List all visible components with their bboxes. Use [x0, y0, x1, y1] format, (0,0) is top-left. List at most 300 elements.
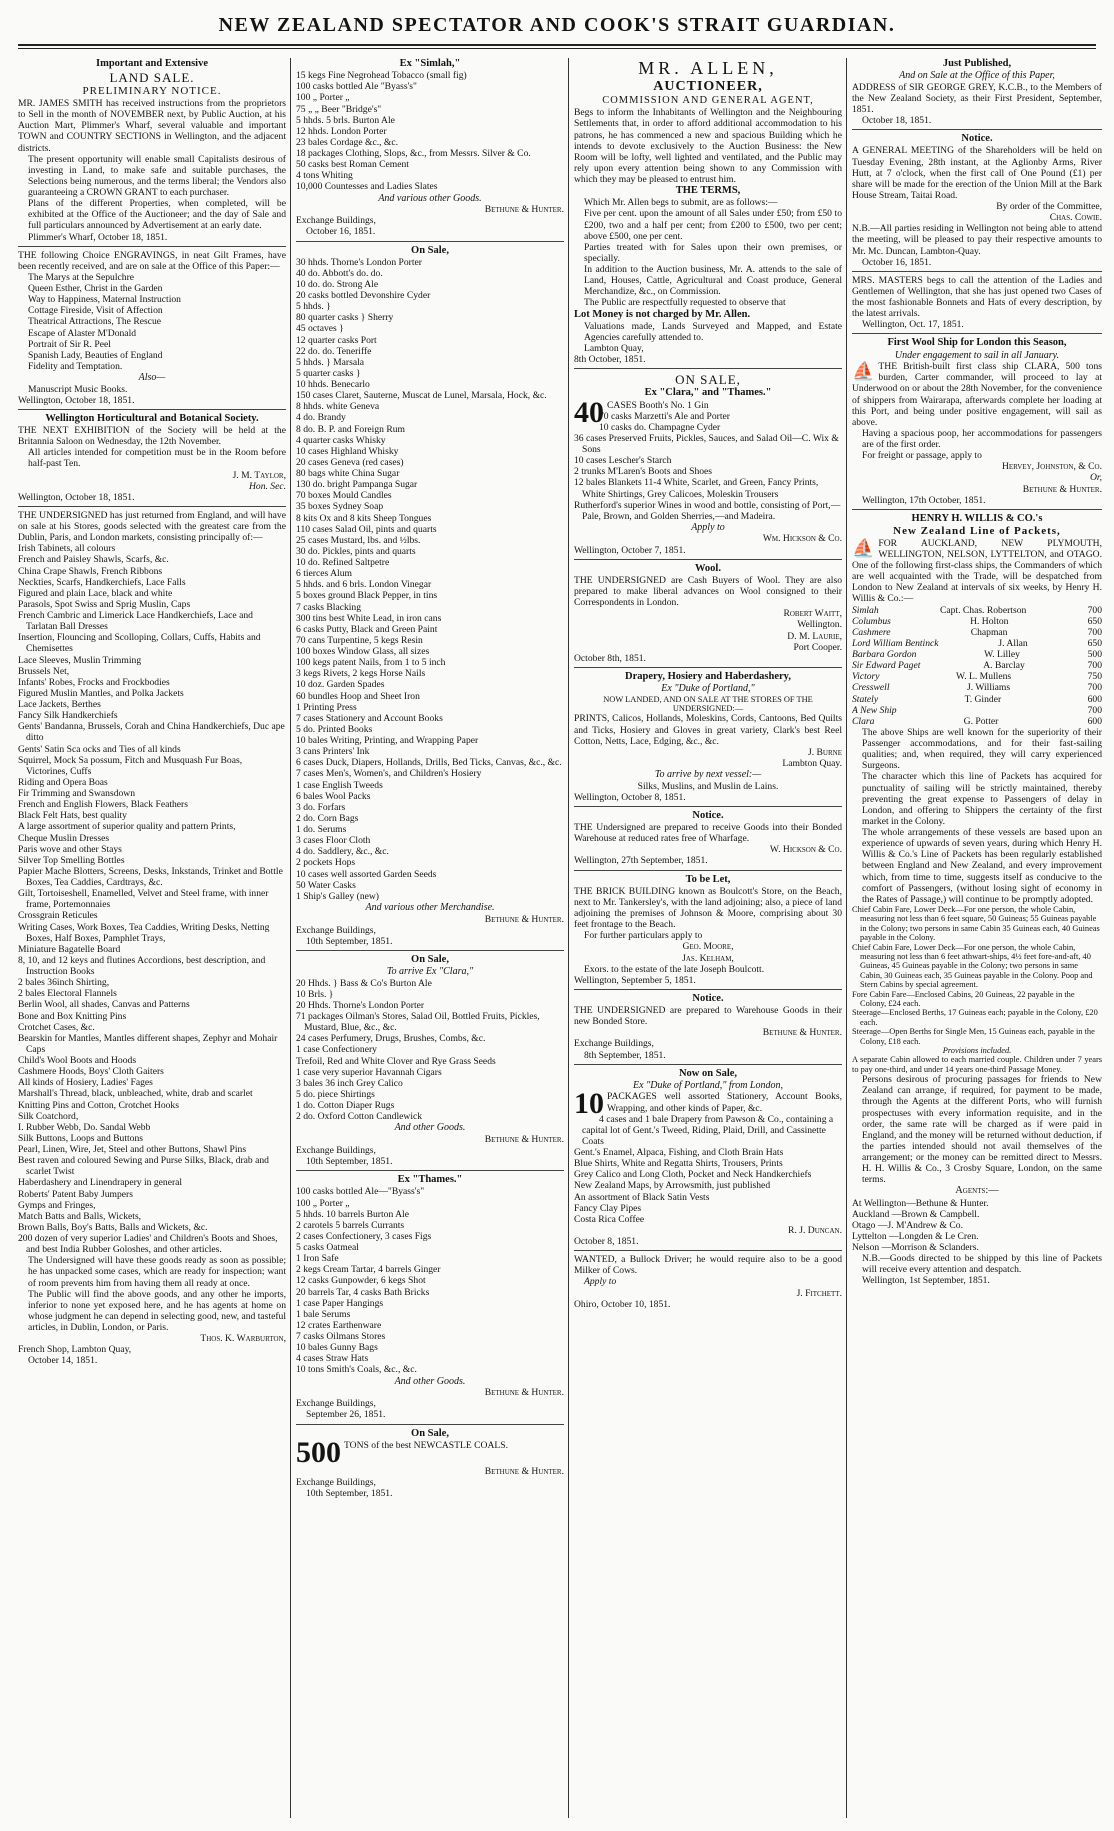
ship-tonnage: 700 — [1087, 704, 1102, 716]
ship-row — [852, 660, 1102, 671]
list-item: Brussels Net, — [18, 665, 70, 677]
ship-row — [852, 616, 1102, 627]
list-item: 4 do. Saddlery, &c., &c. — [296, 846, 389, 858]
coals-ad — [296, 1428, 564, 1503]
list-item: 5 casks Oatmeal — [296, 1242, 359, 1254]
ad-text: The character which this line of Packets has acquired for punctuality of sailing will be strictly maintained, thereby preventing the great expense to Passengers of delay in London, and offering to Shippers the certainty of the first market in the Colony. — [862, 771, 1102, 827]
ad-dateline: October 8th, 1851. — [574, 652, 646, 664]
ad-signature: Hon. Sec. — [248, 480, 286, 492]
list-item: 2 do. Oxford Cotton Candlewick — [296, 1111, 423, 1123]
list-item: Bone and Box Knitting Pins — [18, 1010, 127, 1022]
list-item: Infants' Robes, Frocks and Frockbodies — [18, 676, 170, 688]
list-item: Berlin Wool, all shades, Canvas and Patterns — [18, 999, 190, 1011]
list-item: 6 tierces Alum — [296, 568, 352, 580]
ad-heading: Ex "Clara," and "Thames." — [644, 387, 772, 399]
ship-tonnage: 600 — [1087, 715, 1102, 727]
ship-captain: Chapman — [970, 626, 1008, 638]
ad-text: Silks, Muslins, and Muslin de Lains. — [637, 780, 779, 792]
list-item: 7 cases Men's, Women's, and Children's Hosiery — [296, 768, 482, 780]
list-item: 12 crates Earthenware — [296, 1319, 382, 1331]
list-item: 10 bales Writing, Printing, and Wrapping Paper — [296, 735, 479, 747]
list-item: 100 casks bottled Ale—"Byass's" — [296, 1186, 425, 1198]
list-item: A large assortment of superior quality and pattern Prints, — [18, 821, 236, 833]
ad-text: Begs to inform the Inhabitants of Wellington and the Neighbouring Settlements that, in order to afford additional accommodation to his patrons, he has commenced a new and spacious Building which he intends to devote exclusively to the Auction Business: the New Room will be lofty, well lighted and ventilated, and the Public may rely upon every attention being shown to any Commission with which they may be pleased to entrust him. — [574, 107, 842, 186]
ad-heading: Wool. — [695, 562, 721, 574]
ad-dateline: Lambton Quay, — [584, 343, 644, 354]
list-item: 7 casks Oilmans Stores — [296, 1331, 386, 1343]
list-item: 35 boxes Sydney Soap — [296, 501, 384, 513]
ship-name: Stately — [852, 693, 879, 705]
ad-dateline: 8th October, 1851. — [574, 354, 646, 366]
ad-text: ADDRESS of SIR GEORGE GREY, K.C.B., to the Members of the New Zealand Society, as their First President, September, 1851. — [852, 81, 1102, 116]
list-item: French Cambric and Limerick Lace Handkerchiefs, Lace and Tarlatan Ball Dresses — [18, 610, 253, 633]
ad-signature: Geo. Moore, — [682, 941, 734, 953]
list-item: 300 tins best White Lead, in iron cans — [296, 612, 442, 624]
list-item: 6 bales Wool Packs — [296, 790, 371, 802]
list-item: 1 Printing Press — [296, 701, 357, 713]
ad-dateline: Exchange Buildings, — [296, 924, 376, 936]
ad-dateline: Wellington, Oct. 17, 1851. — [862, 319, 964, 331]
list-item: 5 quarter casks } — [296, 367, 361, 379]
ship-name: Sir Edward Paget — [852, 660, 921, 672]
ad-subheading: NOW LANDED, AND ON SALE AT THE STORES OF THE UNDERSIGNED:— — [603, 694, 813, 714]
big-number: 10 — [574, 1087, 604, 1121]
list-item: An assortment of Black Satin Vests — [574, 1191, 710, 1203]
ship-captain: G. Potter — [963, 715, 999, 727]
list-item: 12 casks Gunpowder, 6 kegs Shot — [296, 1275, 426, 1287]
list-item: Silk Buttons, Loops and Buttons — [18, 1132, 143, 1144]
ad-heading: Ex "Simlah," — [399, 58, 461, 69]
ship-name: Cashmere — [852, 626, 891, 638]
list-item: 4 cases and 1 bale Drapery from Pawson & Co., containing a capital lot of Gent.'s Tweed, Riding, Plaid, Drill, and Cassinette Coats — [582, 1113, 834, 1147]
wanted-ad — [574, 1254, 842, 1313]
list-item: 7 cases Stationery and Account Books — [296, 712, 443, 724]
ad-heading: Now on Sale, — [678, 1067, 738, 1079]
ship-name: Cresswell — [852, 682, 890, 694]
list-item: Knitting Pins and Cotton, Crotchet Hooks — [18, 1099, 179, 1111]
list-item: China Crape Shawls, French Ribbons — [18, 565, 163, 577]
ad-subheading: And on Sale at the Office of this Paper, — [899, 70, 1055, 82]
ad-text: Persons desirous of procuring passages for friends to New Zealand can arrange, if required, for payment to be made, through the Agents at the different Ports, who will furnish prospectuses with every information requisite, and in the order, the same rate will be charged as if were paid in England, and the money will be returned without deduction, if the parties intended should not avail themselves of the arrangement; or the money can be remitted direct to Messrs. H. H. Willis & Co., 3 Crosby Square, London, on the same terms. — [862, 1074, 1102, 1186]
ad-heading: HENRY H. WILLIS & CO.'s — [911, 512, 1043, 524]
list-item: 4 do. Brandy — [296, 412, 346, 424]
ship-row — [852, 682, 1102, 693]
ship-tonnage: 600 — [1087, 693, 1102, 705]
list-item: 10 hhds. Benecarlo — [296, 379, 370, 391]
list-item: 80 bags white China Sugar — [296, 468, 400, 480]
ad-text: MRS. MASTERS begs to call the attention of the Ladies and Gentlemen of Wellington, that she has just opened two Cases of the most fashionable Bonnets and Hats of every description, by the latest arrivals. — [852, 274, 1102, 320]
ad-text: Apply to — [691, 521, 725, 533]
ad-dateline: October 8, 1851. — [574, 1236, 639, 1248]
thames-ad — [296, 1174, 564, 1424]
ad-signature: Thos. K. Warburton, — [200, 1333, 286, 1345]
list-item: Silver Top Smelling Bottles — [18, 854, 125, 866]
list-item: 20 Hhds. } Bass & Co's Burton Ale — [296, 977, 432, 989]
list-item: 3 kegs Rivets, 2 kegs Horse Nails — [296, 668, 426, 680]
masters-ad — [852, 275, 1102, 335]
list-item: 1 case Paper Hangings — [296, 1297, 384, 1309]
ship-row — [852, 671, 1102, 682]
ad-signature: Wm. Hickson & Co. — [762, 533, 842, 545]
list-item: Marshall's Thread, black, unbleached, white, drab and scarlet — [18, 1088, 253, 1100]
ad-subheading: To arrive Ex "Clara," — [386, 966, 474, 978]
ad-text: And other Goods. — [394, 1122, 466, 1134]
list-item: Gents' Satin Sca ocks and Ties of all kinds — [18, 743, 181, 755]
list-item: 2 trunks M'Laren's Boots and Shoes — [574, 466, 713, 478]
list-item: Cottage Fireside, Visit of Affection — [28, 305, 163, 317]
list-item: Squirrel, Mock Sa possum, Fitch and Musquash Fur Boas, Victorines, Cuffs — [18, 754, 243, 777]
list-item: 75 „ „ Beer "Bridge's" — [296, 103, 382, 115]
fares-list — [852, 905, 1102, 1046]
list-item: 1 do. Serums — [296, 824, 347, 836]
ship-icon: ⛵ — [852, 537, 875, 558]
list-item: Fore Cabin Fare—Enclosed Cabins, 20 Guineas, 22 payable in the Colony, £24 each. — [852, 989, 1075, 1008]
column-1 — [18, 58, 286, 1828]
list-item: 5 hhds. and 6 brls. London Vinegar — [296, 579, 432, 591]
ad-dateline: 8th September, 1851. — [584, 1049, 666, 1061]
list-item: 2 kegs Cream Tartar, 4 barrels Ginger — [296, 1264, 441, 1276]
list-item: The Marys at the Sepulchre — [28, 271, 135, 283]
ad-text: PACKAGES well assorted Stationery, Account Books, Wrapping, and other kinds of Paper, &c. — [607, 1091, 842, 1114]
column-divider — [568, 58, 569, 1818]
ad-dateline: Exchange Buildings, — [296, 1476, 376, 1488]
list-item: 100 casks bottled Ale "Byass's" — [296, 81, 417, 93]
ad-text: THE NEXT EXHIBITION of the Society will be held at the Britannia Saloon on Wednesday, the 12th November. — [18, 425, 286, 448]
list-item: 1 Ship's Galley (new) — [296, 890, 379, 902]
list-item: Best raven and coloured Sewing and Purse Silks, Black, drab and scarlet Twist — [18, 1155, 269, 1178]
ad-text: Or, — [1090, 472, 1102, 484]
list-item: 10 cases Highland Whisky — [296, 445, 399, 457]
goods-list — [574, 411, 842, 522]
big-number: 40 — [574, 395, 604, 429]
ad-text: THE British-built first class ship CLARA, 500 tons burden, Carter commander, will proceed to lay at Underwood on or about the 28th November, for the convenience of shippers from Wairarapa, afterwards complete her loading at this Port, and being under positive engagement, will sail as above. — [852, 361, 1102, 428]
list-item: 5 hhds. 5 brls. Burton Ale — [296, 114, 395, 126]
ad-title: LAND SALE. — [109, 70, 195, 86]
horticultural-ad — [18, 413, 286, 507]
list-item: Escape of Alaster M'Donald — [28, 327, 137, 339]
ad-heading: THE TERMS, — [675, 185, 741, 197]
ship-captain: W. L. Mullens — [956, 671, 1012, 683]
list-item: 4 cases Straw Hats — [296, 1353, 369, 1365]
list-item: 10 cases Lescher's Starch — [574, 455, 672, 467]
ad-signature: Bethune & Hunter. — [762, 1027, 842, 1039]
list-item: 12 bales Blankets 11-4 White, Scarlet, and Green, Fancy Prints, White Shirtings, Grey Calicoes, Moleskin Trousers — [574, 477, 819, 500]
list-item: 6 casks Putty, Black and Green Paint — [296, 623, 438, 635]
list-item: Portrait of Sir R. Peel — [28, 338, 111, 350]
ad-dateline: Wellington, 1st September, 1851. — [862, 1275, 990, 1287]
list-item: 70 boxes Mould Candles — [296, 490, 392, 502]
ship-captain: J. Williams — [966, 682, 1011, 694]
ad-text: Having a spacious poop, her accommodations for passengers are of the first order. — [862, 427, 1102, 451]
ad-signature: Robert Waitt, — [783, 608, 842, 620]
list-item: Brown Balls, Boy's Batts, Balls and Wickets, &c. — [18, 1221, 208, 1233]
goods-list — [574, 1114, 842, 1225]
list-item: Crotchet Cases, &c. — [18, 1021, 95, 1033]
ad-text: The Public will find the above goods, and any other he imports, inferior to none yet exposed here, and he has agents at home on whose judgment he can depend in selecting good, new, and tasteful articles, in Dublin, London, or Paris. — [28, 1288, 286, 1334]
list-item: CASES Booth's No. 1 Gin — [607, 399, 709, 411]
ship-captain: A. Barclay — [983, 660, 1025, 672]
engravings-ad — [18, 250, 286, 410]
list-item: Costa Rica Coffee — [574, 1213, 645, 1225]
ad-signature: Wellington. — [797, 619, 842, 631]
ad-dateline: September 26, 1851. — [306, 1409, 386, 1421]
list-item: French and English Flowers, Black Feathers — [18, 799, 188, 811]
ship-tonnage: 650 — [1087, 637, 1102, 649]
ad-text: Which Mr. Allen begs to submit, are as follows:— — [584, 197, 778, 209]
bonded-store-ad — [574, 993, 842, 1065]
list-item: Crossgrain Reticules — [18, 910, 98, 922]
ship-tonnage: 500 — [1087, 649, 1102, 660]
list-item: 2 do. Corn Bags — [296, 812, 359, 824]
list-item: 10,000 Countesses and Ladies Slates — [296, 181, 438, 193]
ship-captain: T. Ginder — [964, 693, 1002, 705]
list-item: 1 case Confectionery — [296, 1044, 377, 1056]
ad-signature: J. Fitchett. — [796, 1287, 842, 1299]
ad-text: Exors. to the estate of the late Joseph Boulcott. — [584, 963, 765, 975]
list-item: All kinds of Hosiery, Ladies' Fages — [18, 1077, 153, 1089]
ship-name: Simlah — [852, 604, 879, 616]
wool-ship-ad — [852, 337, 1102, 509]
ad-text: Parties treated with for Sales upon their own premises, or specially. — [584, 241, 842, 264]
list-item: 40 do. Abbott's do. do. — [296, 267, 383, 279]
ad-heading: On Sale, — [411, 953, 449, 965]
willis-packets-ad — [852, 513, 1102, 1290]
list-item: Cheque Muslin Dresses — [18, 832, 110, 844]
list-item: 15 kegs Fine Negrohead Tobacco (small fig) — [296, 70, 467, 82]
list-item: Blue Shirts, White and Regatta Shirts, Trousers, Prints — [574, 1158, 783, 1170]
list-item: 10 Brls. } — [296, 988, 334, 1000]
ad-signature: Jas. Kelham, — [682, 952, 734, 964]
list-item: 25 cases Mustard, lbs. and ½lbs. — [296, 534, 421, 546]
clara-ad — [296, 954, 564, 1171]
goods-list — [296, 257, 564, 902]
ad-heading: Wellington Horticultural and Botanical Society. — [45, 412, 259, 424]
list-item: 1 bale Serums — [296, 1308, 351, 1320]
ad-signature: Chas. Cowie. — [1049, 212, 1102, 224]
list-item: Roberts' Patent Baby Jumpers — [18, 1188, 133, 1200]
list-item: Paris wove and other Stays — [18, 843, 122, 855]
ship-tonnage: 700 — [1087, 682, 1102, 694]
list-item: 10 do. Refined Saltpetre — [296, 557, 390, 569]
ad-text: For freight or passage, apply to — [862, 450, 982, 462]
column-2 — [296, 58, 564, 1828]
ad-text: A GENERAL MEETING of the Shareholders will be held on Tuesday Evening, 28th instant, at the Aglionby Arms, River Hutt, at 7 o'clock, when the first call of One Pound (£1) per share will be made for the erection of the Union Mill at the Bark House Stream, Taitai Road. — [852, 145, 1102, 201]
ad-text: The above Ships are well known for the superiority of their Passenger accommodations, and for their fast-sailing qualities; and, when required, they will carry experienced Surgeons. — [862, 726, 1102, 772]
list-item: Figured Muslin Mantles, and Polka Jackets — [18, 687, 184, 699]
ad-text: THE UNDERSIGNED has just returned from England, and will have on sale at his Stores, goods selected with the greatest care from the Dublin, Paris, and London markets, consisting principally of:— — [18, 509, 286, 544]
gin-sale-ad — [574, 372, 842, 559]
ad-dateline: October 16, 1851. — [306, 226, 376, 238]
list-item: 50 casks best Roman Cement — [296, 159, 409, 171]
ad-signature: Bethune & Hunter. — [484, 913, 564, 925]
column-3 — [574, 58, 842, 1828]
ship-row — [852, 694, 1102, 705]
list-item: Papier Mache Blotters, Screens, Desks, Inkstands, Trinket and Bottle Boxes, Tea Caddies, Cardtrays, &c. — [18, 865, 283, 889]
list-item: French and Paisley Shawls, Scarfs, &c. — [18, 554, 169, 566]
list-item: Black Felt Hats, best quality — [18, 810, 127, 822]
list-item: 1 Iron Safe — [296, 1253, 339, 1265]
ad-text: WANTED, a Bullock Driver; he would require also to be a good Milker of Cows. — [574, 1254, 842, 1277]
ad-dateline: Wellington, October 18, 1851. — [18, 491, 135, 503]
list-item: 30 hhds. Thorne's London Porter — [296, 256, 422, 268]
engravings-list — [18, 272, 286, 372]
ad-text: By order of the Committee, — [996, 201, 1102, 213]
list-item: 70 casks Marzetti's Ale and Porter — [599, 410, 730, 422]
list-item: 8 hhds. white Geneva — [296, 401, 380, 413]
ad-text: All articles intended for competition must be in the Room before half-past Ten. — [28, 447, 286, 470]
ship-name: Barbara Gordon — [852, 649, 917, 660]
list-item: 7 casks Blacking — [296, 601, 362, 613]
ad-subheading: Ex "Duke of Portland," — [661, 683, 755, 695]
ship-row — [852, 716, 1102, 727]
list-item: Fancy Clay Pipes — [574, 1202, 642, 1214]
ad-title: ON SALE, — [675, 372, 741, 388]
ad-dateline: 10th September, 1851. — [306, 1156, 393, 1168]
list-item: Steerage—Enclosed Berths, 17 Guineas each; payable in the Colony, £20 each. — [852, 1008, 1098, 1027]
list-item: Gilt, Tortoiseshell, Enamelled, Velvet and Steel frame, with inner frame, Portemonnaies — [18, 888, 269, 911]
list-item: Lace Sleeves, Muslin Trimming — [18, 654, 142, 666]
list-item: 50 Water Casks — [296, 879, 356, 891]
list-item: 8, 10, and 12 keys and flutines Accordions, best description, and Instruction Books — [18, 954, 266, 978]
list-item: 1 do. Cotton Diaper Rugs — [296, 1100, 395, 1112]
list-item: 3 cans Printers' Ink — [296, 746, 370, 758]
list-item: 5 do. Printed Books — [296, 723, 373, 735]
list-item: 12 hhds. London Porter — [296, 125, 387, 137]
ad-text: N.B.—Goods directed to be shipped by this line of Packets will receive every attention and despatch. — [862, 1253, 1102, 1276]
list-item: Neckties, Scarfs, Handkerchiefs, Lace Falls — [18, 576, 186, 588]
ad-heading: Just Published, — [942, 58, 1012, 69]
ad-subtitle: COMMISSION AND GENERAL AGENT, — [602, 95, 814, 107]
ad-signature: Bethune & Hunter. — [1022, 483, 1102, 495]
list-item: Steerage—Open Berths for Single Men, 15 Guineas each, payable in the Colony, £18 each. — [852, 1027, 1095, 1046]
ad-subheading: Under engagement to sail in all January. — [894, 349, 1060, 361]
address-ad — [852, 58, 1102, 130]
list-item: Insertion, Flouncing and Scolloping, Collars, Cuffs, Habits and Chemisettes — [18, 632, 261, 655]
bonded-notice-ad — [574, 810, 842, 871]
list-item: 5 do. piece Shirtings — [296, 1088, 375, 1100]
warburton-ad — [18, 510, 286, 1370]
ad-dateline: French Shop, Lambton Quay, — [18, 1344, 132, 1356]
drapery-ad — [574, 671, 842, 807]
list-item: 200 dozen of very superior Ladies' and Children's Boots and Shoes, and best India Rubber Goloshes, and other articles. — [18, 1233, 278, 1256]
list-item: Rutherford's superior Wines in wood and bottle, consisting of Port,—Pale, Brown, and Golden Sherries,—and Madeira. — [574, 499, 841, 522]
agents-list — [852, 1198, 1102, 1254]
list-item: Pearl, Linen, Wire, Jet, Steel and other Buttons, Shawl Pins — [18, 1144, 247, 1156]
ad-heading: To be Let, — [685, 873, 731, 885]
list-item: Trefoil, Red and White Clover and Rye Grass Seeds — [296, 1055, 496, 1067]
list-item: 2 bales 36inch Shirting, — [18, 977, 110, 989]
list-item: 18 packages Clothing, Slops, &c., from Messrs. Silver & Co. — [296, 148, 531, 160]
list-item: I. Rubber Webb, Do. Sandal Webb — [18, 1121, 151, 1133]
list-item: 110 cases Salad Oil, pints and quarts — [296, 523, 437, 535]
list-item: 10 cases well assorted Garden Seeds — [296, 868, 437, 880]
list-item: 80 quarter casks } Sherry — [296, 312, 394, 324]
column-divider — [290, 58, 291, 1818]
ad-signature: J. M. Taylor, — [232, 469, 286, 481]
list-item: 20 cases Geneva (red cases) — [296, 456, 404, 468]
allen-ad — [574, 58, 842, 369]
ship-name: Clara — [852, 715, 875, 727]
ad-text: THE Undersigned are prepared to receive Goods into their Bonded Warehouse at reduced rates free of Wharfage. — [574, 822, 842, 845]
column-divider — [846, 58, 847, 1818]
ad-text: Valuations made, Lands Surveyed and Mapped, and Estate Agencies carefully attended to. — [584, 320, 842, 343]
ad-text: The Public are respectfully requested to observe that — [584, 297, 786, 309]
list-item: 10 bales Gunny Bags — [296, 1342, 378, 1354]
list-item: Fir Trimming and Swansdown — [18, 788, 136, 800]
land-sale-ad — [18, 58, 286, 247]
goods-list — [296, 1186, 564, 1375]
ad-dateline: Exchange Buildings, — [296, 1398, 376, 1410]
list-item: 71 packages Oilman's Stores, Salad Oil, Bottled Fruits, Pickles, Mustard, Blue, &c., &c. — [296, 1011, 540, 1034]
list-item: Child's Wool Boots and Hoods — [18, 1055, 137, 1067]
ship-icon: ⛵ — [852, 361, 875, 382]
list-item: 30 do. Pickles, pints and quarts — [296, 545, 416, 557]
ad-signature: R. J. Duncan. — [788, 1224, 842, 1236]
list-item: 22 do. do. Teneriffe — [296, 345, 372, 357]
list-item: 3 bales 36 inch Grey Calico — [296, 1077, 403, 1089]
list-item: Parasols, Spot Swiss and Sprig Muslin, Caps — [18, 598, 191, 610]
ship-row — [852, 627, 1102, 638]
list-item: 70 cans Turpentine, 5 kegs Resin — [296, 634, 423, 646]
ad-text: THE UNDERSIGNED are prepared to Warehouse Goods in their new Bonded Store. — [574, 1005, 842, 1028]
list-item: Fancy Silk Handkerchiefs — [18, 710, 118, 722]
ad-subtitle: PRELIMINARY NOTICE. — [82, 85, 222, 98]
ad-dateline: October 16, 1851. — [862, 256, 932, 268]
list-item: 3 cases Floor Cloth — [296, 835, 371, 847]
list-item: Haberdashery and Linendrapery in general — [18, 1177, 183, 1189]
list-item: 6 cases Duck, Diapers, Hollands, Drills, Bed Ticks, Canvas, &c., &c. — [296, 757, 562, 769]
ad-text: Plans of the different Properties, when completed, will be exhibited at the Office of the Auctioneer; and the day of Sale and full particulars announced by Advertisement at an early date. — [28, 198, 286, 232]
ad-dateline: Exchange Buildings, — [296, 1145, 376, 1157]
ad-dateline: Exchange Buildings, — [296, 215, 376, 227]
list-item: 100 boxes Window Glass, all sizes — [296, 646, 430, 658]
list-item: 2 bales Electoral Flannels — [18, 988, 117, 1000]
list-item: 4 quarter casks Whisky — [296, 434, 386, 446]
list-item: Chief Cabin Fare, Lower Deck—For one person, the whole Cabin, measuring not less than 6 feet athwart-ships, 4½ feet fore-and-aft, 40 Guineas, 45 Guineas payable in the Colony; two persons in same Cabin, 30 Guineas each, 35 Guineas payable in the Colony. Poop and Stern Cabins by special agreement. — [852, 942, 1093, 990]
list-item: 1 case very superior Havannah Cigars — [296, 1066, 442, 1078]
list-item: 5 boxes ground Black Pepper, in tins — [296, 590, 438, 602]
ad-dateline: 10th September, 1851. — [306, 935, 393, 947]
list-item: 3 do. Forfars — [296, 801, 346, 813]
duncan-ad — [574, 1068, 842, 1252]
list-item: Lyttelton —Longden & Le Cren. — [852, 1230, 979, 1242]
list-item: 100 „ Porter „ — [296, 1197, 350, 1209]
ad-text: THE UNDERSIGNED are Cash Buyers of Wool. They are also prepared to make liberal advances on Wool consigned to their Correspondents in London. — [574, 574, 842, 609]
ad-subheading: Agents:— — [955, 1185, 999, 1197]
list-item: 45 octaves } — [296, 323, 344, 335]
list-item: 8 do. B. P. and Foreign Rum — [296, 423, 406, 435]
ad-heading: On Sale, — [411, 1427, 449, 1439]
goods-list — [296, 978, 564, 1123]
list-item: Otago —J. M'Andrew & Co. — [852, 1219, 963, 1231]
list-item: 150 cases Claret, Sauterne, Muscat de Lunel, Marsala, Hock, &c. — [296, 390, 547, 402]
ad-text: Also— — [138, 372, 166, 383]
ship-captain: H. Holton — [970, 615, 1009, 627]
ad-dateline: Wellington, October 7, 1851. — [574, 544, 686, 556]
ship-tonnage: 700 — [1087, 660, 1102, 672]
ad-heading: Ex "Thames." — [397, 1174, 463, 1186]
list-item: 2 carotels 5 barrels Currants — [296, 1219, 405, 1231]
ad-heading: On Sale, — [411, 244, 449, 256]
ad-dateline: October 14, 1851. — [28, 1355, 98, 1367]
list-item: Cashmere Hoods, Boys' Cloth Gaiters — [18, 1066, 164, 1078]
ad-text: Manuscript Music Books. — [28, 383, 128, 395]
list-item: Silk Coatchord, — [18, 1110, 79, 1122]
list-item: Bearskin for Mantles, Mantles different shapes, Zephyr and Mohair Caps — [18, 1032, 278, 1055]
ad-dateline: Exchange Buildings, — [574, 1038, 654, 1050]
ship-tonnage: 650 — [1087, 615, 1102, 627]
list-item: Queen Esther, Christ in the Garden — [28, 283, 163, 294]
